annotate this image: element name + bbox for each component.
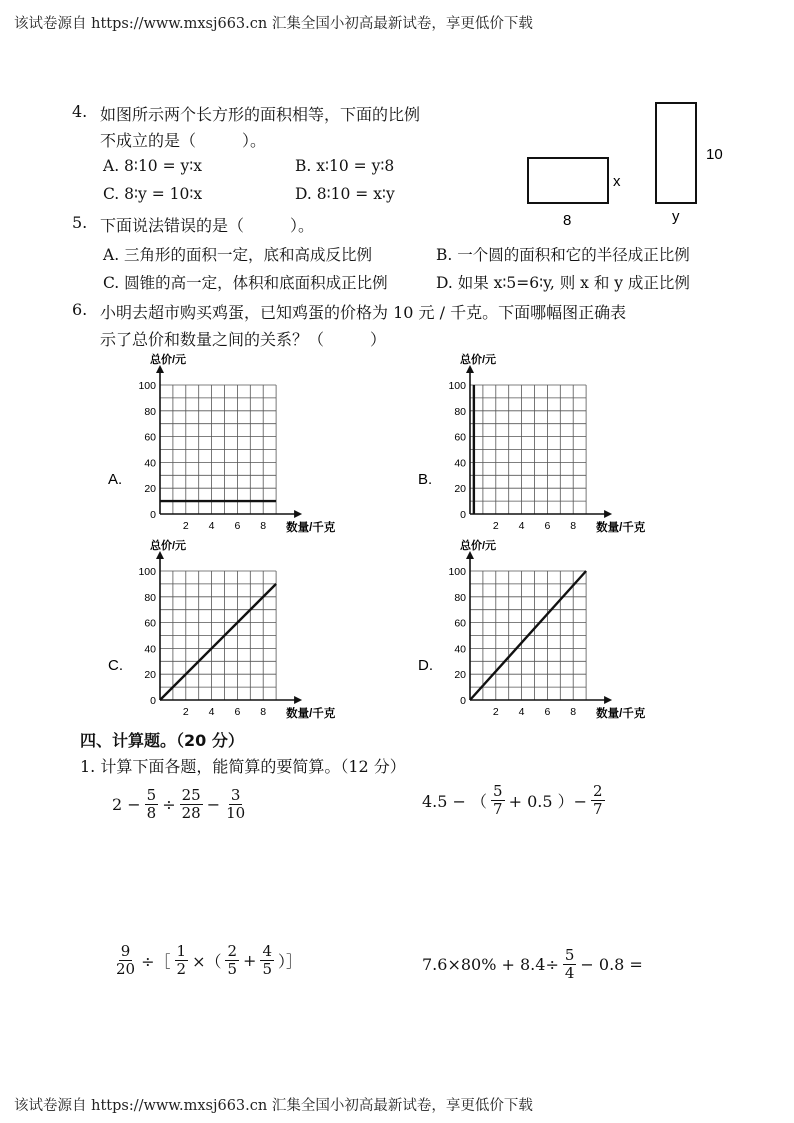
q4-text-line2 (100, 128, 266, 151)
x-axis-label: 数量/千克 (596, 708, 646, 720)
q4-line2-pre: 不成立的是（ (100, 131, 197, 150)
y-tick-label: 0 (460, 695, 466, 707)
q4-option-c[interactable]: C. 8∶y = 10∶x (103, 185, 203, 203)
q5-number: 5. (72, 213, 88, 232)
operator: + (243, 951, 257, 970)
x-axis-label: 数量/千克 (286, 708, 336, 720)
y-tick-label: 60 (454, 617, 466, 630)
q4-option-d[interactable]: D. 8∶10 = x∶y (295, 185, 395, 203)
y-tick-label: 100 (448, 566, 466, 578)
x-axis-arrow (604, 510, 612, 518)
option-letter: B. (418, 471, 433, 488)
q5-option-a[interactable]: A. 三角形的面积一定，底和高成反比例 (103, 246, 373, 264)
y-tick-label: 80 (144, 405, 156, 418)
q5-line1-pre: 下面说法错误的是（ (100, 216, 245, 235)
y-axis-label: 总价/元 (460, 354, 497, 366)
option-letter: C. (108, 657, 123, 674)
q6-text-line1: 小明去超市购买鸡蛋，已知鸡蛋的价格为 10 元 / 千克。下面哪幅图正确表 (100, 303, 627, 322)
y-axis-label: 总价/元 (150, 540, 187, 552)
q4-option-b[interactable]: B. x∶10 = y∶8 (295, 157, 395, 175)
rect-tall-side-label: 10 (706, 146, 723, 163)
page-header: 该试卷源自 https://www.mxsj663.cn 汇集全国小初高最新试卷，享更低价下载 (14, 16, 533, 32)
fraction: $\frac{5}{7}$ (493, 782, 503, 818)
x-tick-label: 2 (492, 706, 499, 718)
q6-graph-option-a[interactable] (100, 352, 345, 542)
y-tick-label: 20 (454, 483, 466, 496)
x-tick-label: 6 (544, 706, 551, 718)
x-tick-label: 8 (260, 520, 267, 532)
q5-option-b[interactable]: B. 一个圆的面积和它的半径成正比例 (436, 246, 690, 264)
fraction: $\frac{5}{8}$ (146, 786, 157, 822)
q5-option-d[interactable]: D. 如果 x∶5=6∶y, 则 x 和 y 成正比例 (436, 274, 690, 292)
fraction: $\frac{4}{5}$ (262, 942, 272, 978)
x-axis-arrow (294, 696, 302, 704)
fraction: $\frac{2}{5}$ (227, 942, 238, 978)
q5-line1-post: ）。 (290, 216, 315, 235)
rect-short-bottom-label: 8 (563, 212, 572, 229)
rect-short (528, 158, 608, 203)
x-tick-label: 2 (182, 706, 189, 718)
y-tick-label: 100 (448, 380, 466, 392)
x-tick-label: 6 (544, 520, 551, 532)
operator: − (206, 795, 221, 814)
y-axis-label: 总价/元 (460, 540, 497, 552)
expression-2 (420, 783, 607, 818)
expr1-term: 2 − (112, 795, 141, 814)
operator: ÷ (162, 795, 176, 814)
y-axis-label: 总价/元 (150, 354, 187, 366)
rect-tall-bottom-label: y (672, 208, 680, 225)
expr4-term: 7.6×80% + 8.4÷ (422, 955, 559, 974)
expr4-term: − 0.8 = (580, 955, 643, 974)
x-tick-label: 2 (492, 520, 499, 532)
q5-option-c[interactable]: C. 圆锥的高一定，体积和底面积成正比例 (103, 274, 388, 292)
x-tick-label: 4 (208, 706, 215, 718)
x-tick-label: 4 (208, 520, 215, 532)
y-tick-label: 0 (150, 695, 156, 707)
y-tick-label: 80 (454, 405, 466, 418)
q4-line2-post: ）。 (242, 131, 267, 150)
q4-text-line1: 如图所示两个长方形的面积相等，下面的比例 (100, 105, 421, 124)
q4-number: 4. (72, 102, 88, 121)
x-tick-label: 4 (518, 706, 525, 718)
q6-line2-post: ） (370, 330, 387, 349)
y-tick-label: 60 (144, 617, 156, 630)
y-tick-label: 80 (144, 591, 156, 604)
expr2-term: + 0.5 ）− (508, 792, 588, 811)
fraction: $\frac{2}{7}$ (593, 782, 603, 818)
x-tick-label: 2 (182, 520, 189, 532)
q6-line2-pre: 示了总价和数量之间的关系？（ (100, 330, 325, 349)
y-tick-label: 60 (144, 431, 156, 444)
x-tick-label: 6 (234, 706, 241, 718)
series-line (160, 584, 276, 700)
y-tick-label: 40 (144, 643, 156, 656)
y-tick-label: 80 (454, 591, 466, 604)
rect-short-side-label: x (613, 173, 621, 190)
x-tick-label: 8 (260, 706, 267, 718)
y-tick-label: 40 (454, 643, 466, 656)
expr3-term: ×（ (192, 952, 222, 971)
y-tick-label: 20 (454, 669, 466, 682)
q6-graph-option-c[interactable] (100, 538, 345, 728)
y-axis-arrow (466, 551, 474, 559)
x-axis-label: 数量/千克 (286, 522, 336, 534)
x-tick-label: 6 (234, 520, 241, 532)
x-axis-arrow (604, 696, 612, 704)
fraction: $\frac{25}{28}$ (181, 786, 201, 822)
x-axis-arrow (294, 510, 302, 518)
section-4-title: 四、计算题。（20 分） (80, 731, 244, 750)
q6-graph-option-d[interactable] (410, 538, 655, 728)
fraction: $\frac{5}{4}$ (564, 946, 575, 982)
y-tick-label: 40 (144, 457, 156, 470)
fraction: $\frac{3}{10}$ (226, 786, 246, 822)
rect-tall (656, 103, 696, 203)
y-axis-arrow (156, 365, 164, 373)
q4-rectangles-figure (515, 95, 765, 230)
y-tick-label: 20 (144, 483, 156, 496)
q6-text-line2 (100, 327, 386, 350)
y-axis-arrow (466, 365, 474, 373)
q5-text (100, 213, 314, 236)
option-letter: A. (108, 471, 123, 488)
section-4-q1: 1. 计算下面各题，能简算的要简算。（12 分） (80, 757, 406, 776)
fraction: $\frac{1}{2}$ (176, 942, 187, 978)
x-axis-label: 数量/千克 (596, 522, 646, 534)
x-tick-label: 8 (570, 706, 577, 718)
expression-4 (420, 947, 645, 982)
y-tick-label: 100 (138, 380, 156, 392)
y-tick-label: 40 (454, 457, 466, 470)
y-axis-arrow (156, 551, 164, 559)
q6-graph-option-b[interactable] (410, 352, 655, 542)
option-letter: D. (418, 657, 433, 674)
expression-1 (110, 787, 249, 822)
y-tick-label: 100 (138, 566, 156, 578)
fraction: $\frac{9}{20}$ (116, 942, 136, 978)
expression-3 (112, 943, 304, 978)
expr3-term: ÷［ (141, 952, 171, 971)
y-tick-label: 0 (150, 509, 156, 521)
q6-number: 6. (72, 300, 88, 319)
expr3-term: ）］ (277, 952, 302, 971)
y-tick-label: 0 (460, 509, 466, 521)
expr2-term: 4.5 − （ (422, 792, 488, 811)
y-tick-label: 60 (454, 431, 466, 444)
page-footer: 该试卷源自 https://www.mxsj663.cn 汇集全国小初高最新试卷，享更低价下载 (14, 1098, 533, 1114)
q4-option-a[interactable]: A. 8∶10 = y∶x (103, 157, 203, 175)
y-tick-label: 20 (144, 669, 156, 682)
x-tick-label: 4 (518, 520, 525, 532)
x-tick-label: 8 (570, 520, 577, 532)
